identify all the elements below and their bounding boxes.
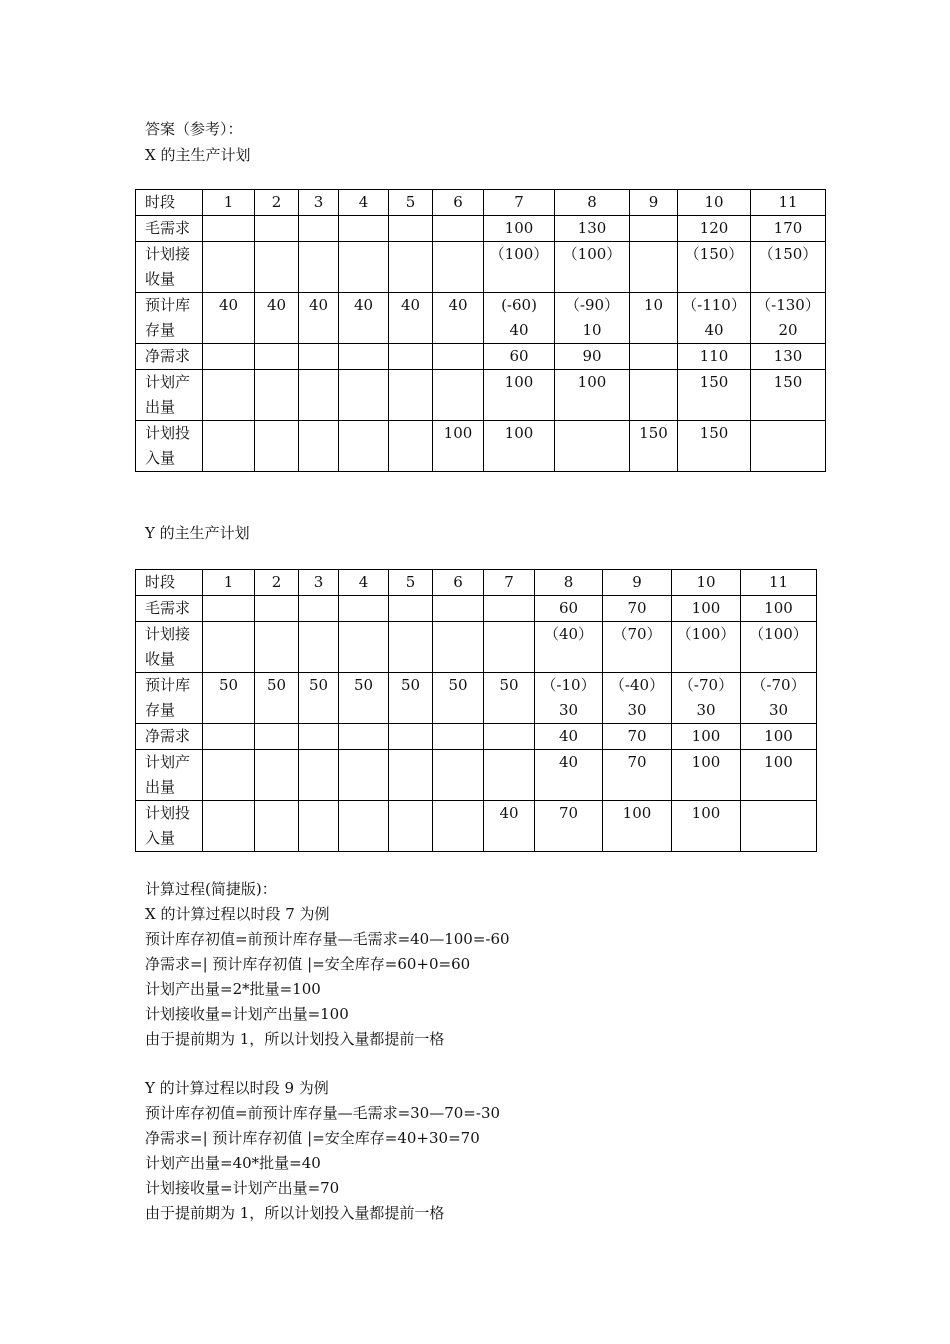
calc-y-line: 计划接收量=计划产出量=70 [145,1179,340,1197]
table-cell [433,216,484,242]
table-cell [433,596,484,622]
table-cell: 90 [555,344,630,370]
table-row [136,242,826,293]
table-cell: 100 [741,750,817,801]
table-cell: 50 [203,673,255,724]
table-cell [299,242,339,293]
table-cell: 40 [535,750,603,801]
table-cell: （40） [535,622,603,673]
table-cell: （-10） 30 [535,673,603,724]
column-header-period: 3 [299,570,339,596]
table-cell [389,421,433,472]
table-cell: 50 [299,673,339,724]
row-label: 计划产 出量 [136,370,203,421]
column-header-label: 时段 [136,190,203,216]
calc-x-title: X 的计算过程以时段 7 为例 [145,905,330,923]
table-cell: 150 [678,421,751,472]
table-cell: 150 [751,370,826,421]
table-cell [255,421,299,472]
table-cell [751,421,826,472]
table-cell [630,216,678,242]
table-cell: 50 [339,673,389,724]
calc-x-line: 计划接收量=计划产出量=100 [145,1005,349,1023]
table-cell: 150 [678,370,751,421]
row-label: 计划接 收量 [136,622,203,673]
table-cell [255,724,299,750]
row-label: 计划投 入量 [136,801,203,852]
table-cell [389,622,433,673]
calc-x-line: 净需求=| 预计库存初值 |=安全库存=60+0=60 [145,955,471,973]
table-cell [555,421,630,472]
table-cell: （-40） 30 [603,673,672,724]
table-cell: 40 [203,293,255,344]
column-header-period: 10 [672,570,741,596]
table-cell [339,724,389,750]
table-cell: 50 [433,673,484,724]
table-cell [299,216,339,242]
table-cell: 100 [741,724,817,750]
table-cell [433,724,484,750]
column-header-period: 4 [339,190,389,216]
column-header-period: 2 [255,190,299,216]
x-plan-title: X 的主生产计划 [145,146,251,164]
table-cell: 70 [603,724,672,750]
column-header-period: 6 [433,190,484,216]
table-cell: 120 [678,216,751,242]
table-cell [299,596,339,622]
table-cell: （-90） 10 [555,293,630,344]
header-row [136,190,826,216]
table-cell [203,801,255,852]
table-cell [389,801,433,852]
table-cell [255,370,299,421]
table-cell: （100） [484,242,555,293]
table-cell [433,801,484,852]
table-cell [299,421,339,472]
table-row [136,293,826,344]
column-header-period: 11 [741,570,817,596]
table-cell [433,622,484,673]
y-plan-table [135,569,817,852]
table-cell: 100 [484,421,555,472]
table-cell: （100） [672,622,741,673]
table-cell: 40 [339,293,389,344]
table-cell [389,216,433,242]
row-label: 预计库 存量 [136,293,203,344]
table-cell [255,596,299,622]
calc-y-line: 由于提前期为 1，所以计划投入量都提前一格 [145,1204,445,1222]
calc-y-line: 预计库存初值=前预计库存量—毛需求=30—70=-30 [145,1104,501,1122]
table-row [136,724,817,750]
column-header-period: 3 [299,190,339,216]
table-cell: （-70） 30 [741,673,817,724]
table-row [136,673,817,724]
table-cell [255,622,299,673]
table-cell: 150 [630,421,678,472]
table-cell [299,724,339,750]
table-cell [255,216,299,242]
table-cell [203,622,255,673]
table-row [136,622,817,673]
table-cell [339,750,389,801]
calc-title: 计算过程(简捷版)： [145,880,277,898]
table-cell: 100 [433,421,484,472]
row-label: 计划接 收量 [136,242,203,293]
table-cell: 100 [603,801,672,852]
table-cell: 70 [535,801,603,852]
table-cell: （100） [555,242,630,293]
table-cell [255,750,299,801]
table-cell: 50 [255,673,299,724]
table-cell [484,750,535,801]
table-cell: 100 [672,750,741,801]
calc-x-line: 由于提前期为 1，所以计划投入量都提前一格 [145,1030,445,1048]
table-cell [389,370,433,421]
table-cell: （-110） 40 [678,293,751,344]
row-label: 计划产 出量 [136,750,203,801]
table-cell [339,370,389,421]
calc-x-line: 预计库存初值=前预计库存量—毛需求=40—100=-60 [145,930,510,948]
table-cell [630,242,678,293]
table-row [136,596,817,622]
row-label: 净需求 [136,724,203,750]
table-cell [299,344,339,370]
column-header-period: 5 [389,190,433,216]
table-cell [255,801,299,852]
table-row [136,801,817,852]
row-label: 预计库 存量 [136,673,203,724]
table-cell [203,421,255,472]
row-label: 毛需求 [136,596,203,622]
table-row [136,370,826,421]
table-cell: 60 [484,344,555,370]
table-cell [484,724,535,750]
column-header-period: 11 [751,190,826,216]
calc-y-line: 净需求=| 预计库存初值 |=安全库存=40+30=70 [145,1129,480,1147]
table-cell [339,622,389,673]
table-cell [433,242,484,293]
column-header-period: 8 [555,190,630,216]
column-header-label: 时段 [136,570,203,596]
row-label: 计划投 入量 [136,421,203,472]
x-plan-table [135,189,826,472]
table-cell: 100 [555,370,630,421]
table-cell: 100 [672,801,741,852]
table-cell: 100 [741,596,817,622]
table-cell: 130 [751,344,826,370]
table-cell [484,622,535,673]
table-cell: 40 [255,293,299,344]
table-cell: （100） [741,622,817,673]
column-header-period: 8 [535,570,603,596]
table-cell [389,750,433,801]
table-cell [339,596,389,622]
column-header-period: 1 [203,570,255,596]
table-cell: 100 [672,596,741,622]
column-header-period: 6 [433,570,484,596]
table-cell [433,370,484,421]
table-cell: （-70） 30 [672,673,741,724]
table-cell [255,344,299,370]
table-cell: 40 [535,724,603,750]
table-cell [389,596,433,622]
answer-heading: 答案（参考）： [145,120,243,138]
table-cell [203,370,255,421]
table-cell: 60 [535,596,603,622]
table-cell: 50 [389,673,433,724]
table-row [136,421,826,472]
table-cell: （150） [751,242,826,293]
table-cell [630,370,678,421]
table-cell [433,750,484,801]
table-cell: 70 [603,750,672,801]
table-cell [203,344,255,370]
table-cell: (-60) 40 [484,293,555,344]
table-row [136,750,817,801]
table-cell: 40 [484,801,535,852]
table-cell [389,344,433,370]
table-cell [339,242,389,293]
table-cell: 170 [751,216,826,242]
column-header-period: 10 [678,190,751,216]
table-cell: 40 [299,293,339,344]
table-cell: 70 [603,596,672,622]
table-cell [203,596,255,622]
table-cell [630,344,678,370]
column-header-period: 7 [484,570,535,596]
table-cell [339,344,389,370]
table-cell [203,750,255,801]
table-cell [433,344,484,370]
table-cell [299,370,339,421]
table-cell: 40 [433,293,484,344]
calc-y-line: 计划产出量=40*批量=40 [145,1154,321,1172]
table-cell [255,242,299,293]
table-cell: 50 [484,673,535,724]
table-cell: 110 [678,344,751,370]
row-label: 毛需求 [136,216,203,242]
column-header-period: 9 [630,190,678,216]
table-cell [339,216,389,242]
table-cell: （150） [678,242,751,293]
table-cell [203,242,255,293]
table-cell [299,801,339,852]
table-cell: 100 [484,216,555,242]
table-cell [741,801,817,852]
calc-x-line: 计划产出量=2*批量=100 [145,980,321,998]
column-header-period: 7 [484,190,555,216]
table-cell: 100 [672,724,741,750]
table-cell: 10 [630,293,678,344]
column-header-period: 2 [255,570,299,596]
table-row [136,344,826,370]
table-cell: （-130） 20 [751,293,826,344]
table-cell [299,622,339,673]
row-label: 净需求 [136,344,203,370]
header-row [136,570,817,596]
table-cell [484,596,535,622]
table-cell: 130 [555,216,630,242]
table-cell [299,750,339,801]
table-cell [389,242,433,293]
y-plan-title: Y 的主生产计划 [145,524,250,542]
column-header-period: 9 [603,570,672,596]
table-cell: （70） [603,622,672,673]
table-cell [339,801,389,852]
column-header-period: 1 [203,190,255,216]
column-header-period: 4 [339,570,389,596]
table-cell [203,724,255,750]
table-cell [203,216,255,242]
table-cell [339,421,389,472]
table-cell: 40 [389,293,433,344]
table-row [136,216,826,242]
table-cell: 100 [484,370,555,421]
column-header-period: 5 [389,570,433,596]
calc-y-title: Y 的计算过程以时段 9 为例 [145,1079,329,1097]
table-cell [389,724,433,750]
